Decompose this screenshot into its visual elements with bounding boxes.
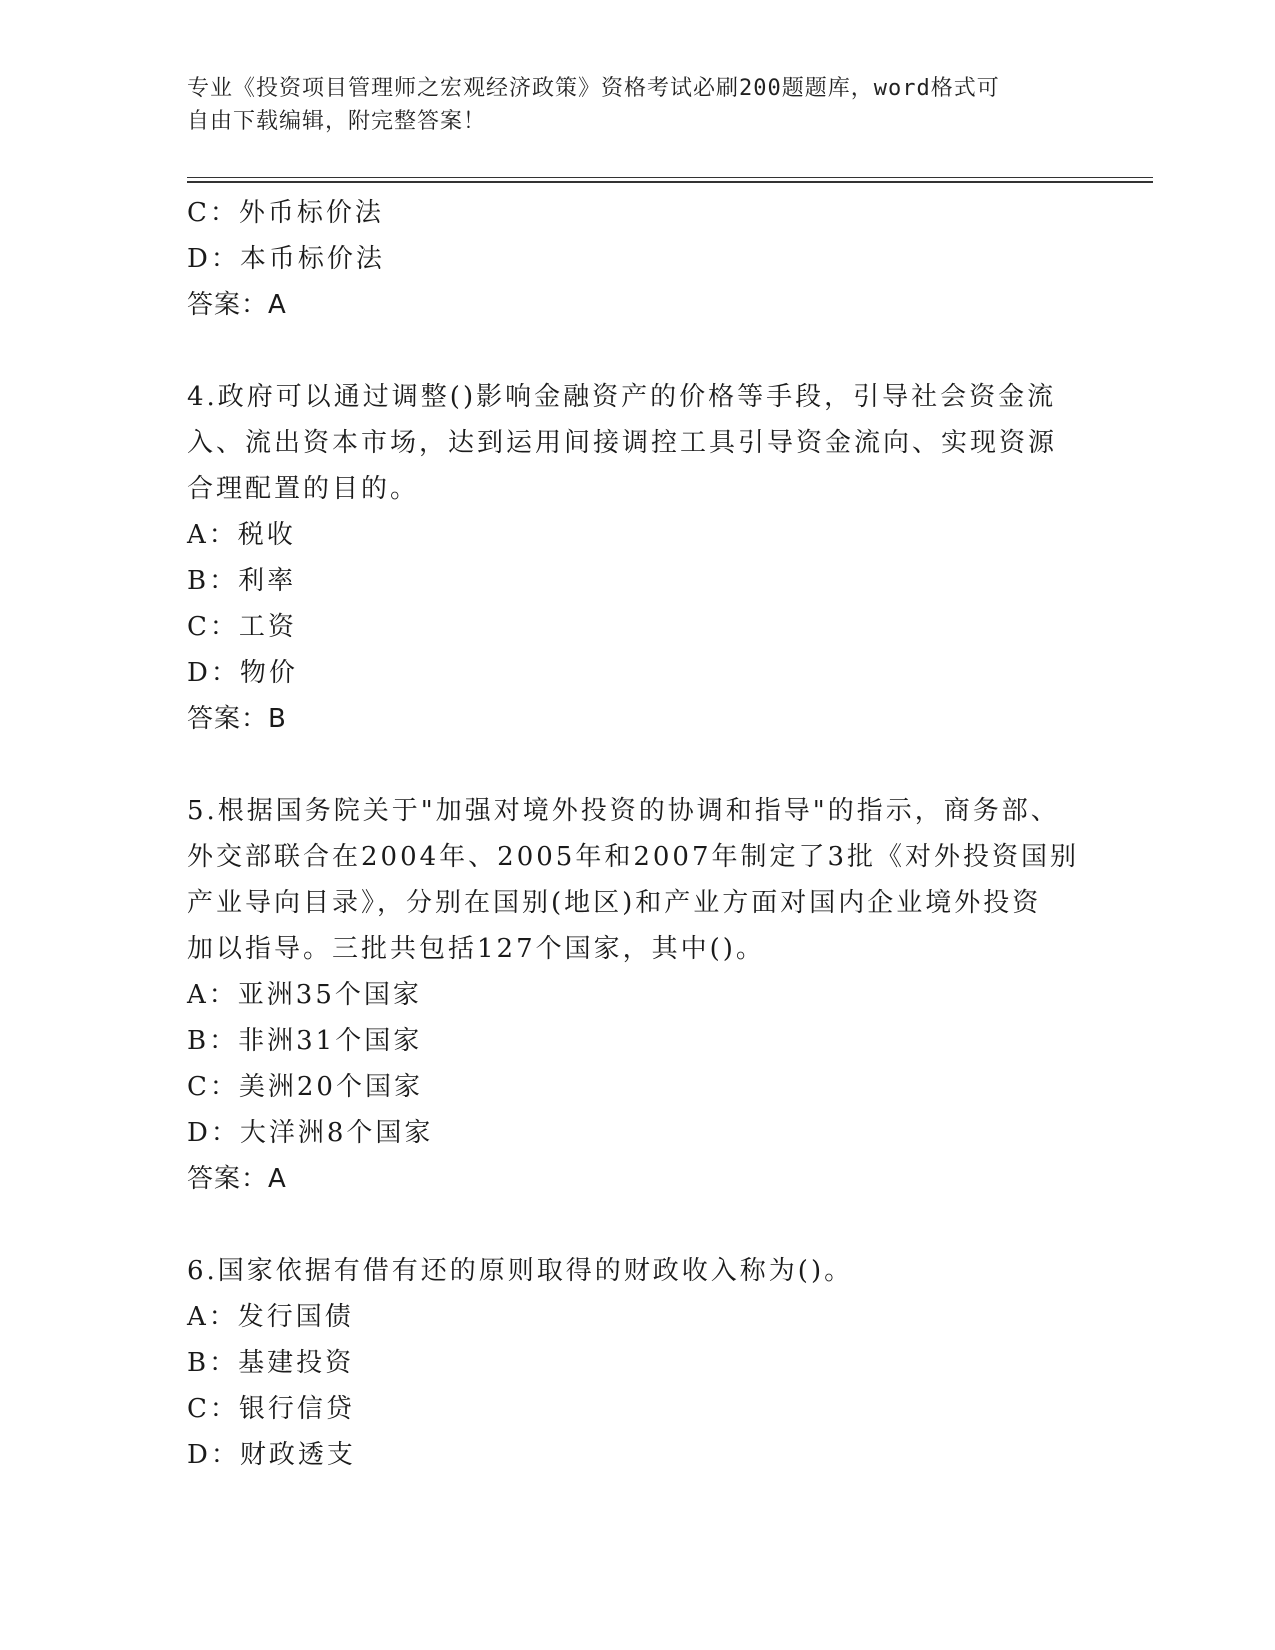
option-b: B：利率 [187, 566, 297, 596]
header-title-line-2: 自由下载编辑，附完整答案！ [187, 109, 487, 134]
answer-line: 答案：A [187, 1164, 287, 1194]
question-text-line: 外交部联合在2004年、2005年和2007年制定了3批《对外投资国别 [187, 842, 1080, 872]
option-d: D：物价 [187, 658, 298, 688]
document-header [187, 72, 1067, 138]
option-d: D：本币标价法 [187, 244, 385, 274]
question-text-line: 6.国家依据有借有还的原则取得的财政收入称为()。 [187, 1256, 854, 1286]
option-d: D：大洋洲8个国家 [187, 1118, 434, 1148]
question-3-tail [187, 190, 1087, 328]
option-b: B：基建投资 [187, 1348, 355, 1378]
spacer [187, 742, 1087, 788]
option-a: A：税收 [187, 520, 296, 550]
question-text-line: 入、流出资本市场，达到运用间接调控工具引导资金流向、实现资源 [187, 428, 1058, 458]
question-4 [187, 374, 1087, 742]
option-c: C：银行信贷 [187, 1394, 355, 1424]
question-text-line: 产业导向目录》，分别在国别(地区)和产业方面对国内企业境外投资 [187, 888, 1042, 918]
option-c: C：工资 [187, 612, 297, 642]
header-title-line-1: 专业《投资项目管理师之宏观经济政策》资格考试必刷200题题库，word格式可 [187, 76, 1000, 101]
question-text-line: 加以指导。三批共包括127个国家，其中()。 [187, 934, 765, 964]
spacer [187, 328, 1087, 374]
answer-line: 答案：A [187, 290, 287, 320]
question-5 [187, 788, 1087, 1202]
question-content [187, 190, 1087, 1478]
option-c: C：美洲20个国家 [187, 1072, 423, 1102]
option-d: D：财政透支 [187, 1440, 356, 1470]
answer-line: 答案：B [187, 704, 287, 734]
option-b: B：非洲31个国家 [187, 1026, 423, 1056]
question-6 [187, 1248, 1087, 1478]
header-divider-thin [187, 177, 1153, 178]
option-a: A：亚洲35个国家 [187, 980, 422, 1010]
option-a: A：发行国债 [187, 1302, 354, 1332]
question-text-line: 合理配置的目的。 [187, 474, 420, 504]
question-text-line: 4.政府可以通过调整()影响金融资产的价格等手段，引导社会资金流 [187, 382, 1057, 412]
question-text-line: 5.根据国务院关于"加强对境外投资的协调和指导"的指示，商务部、 [187, 796, 1060, 826]
option-c: C：外币标价法 [187, 198, 384, 228]
header-divider-thick [187, 181, 1153, 183]
spacer [187, 1202, 1087, 1248]
